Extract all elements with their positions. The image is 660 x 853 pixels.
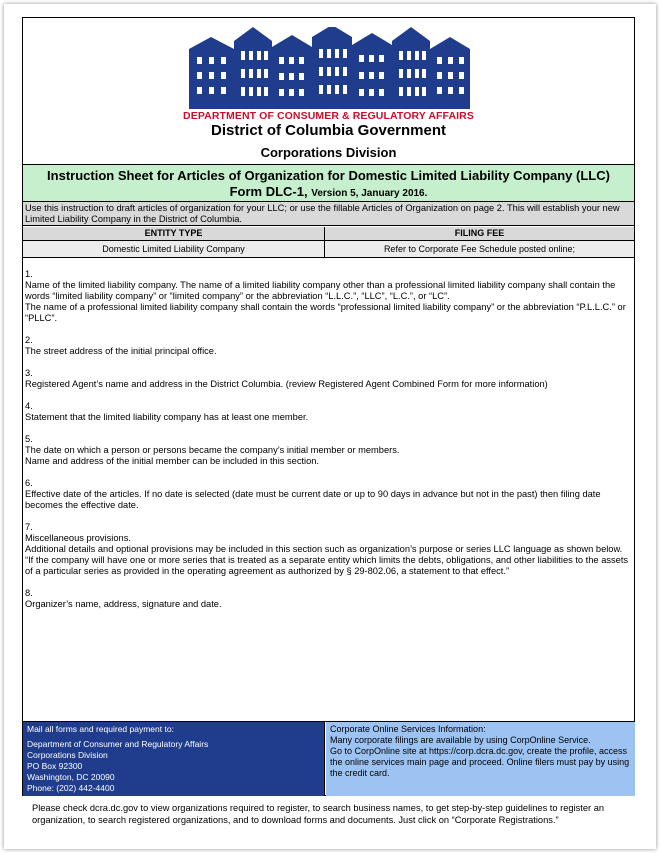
item-number: 1. bbox=[25, 269, 33, 279]
instruction-item bbox=[25, 269, 633, 324]
division-title: Corporations Division bbox=[260, 145, 397, 160]
contact-section bbox=[23, 721, 634, 796]
item-number: 8. bbox=[25, 588, 33, 598]
logo-text: DEPARTMENT OF CONSUMER & REGULATORY AFFAIRS bbox=[183, 110, 474, 122]
instruction-item bbox=[25, 588, 633, 610]
item-number: 6. bbox=[25, 478, 33, 488]
item-text: Name of the limited liability company. The name of a limited liability company other than a professional limited liability company shall contain the words “limited liability company” or “limited company” or the abbreviation “L.L.C.”, “LLC”, “L.C.”, or “LC”. bbox=[25, 280, 616, 301]
item-number: 2. bbox=[25, 335, 33, 345]
mail-box bbox=[23, 722, 325, 796]
fee-table-header bbox=[23, 227, 634, 241]
form-version: Version 5, January 2016. bbox=[311, 188, 428, 199]
item-text: Registered Agent’s name and address in the District Columbia. (review Registered Agent Combined Form for more information) bbox=[25, 379, 548, 389]
corp-online-line: Go to CorpOnline site at https://corp.dcra.dc.gov, create the profile, access the online services main page and proceed. Online filers must pay by using the credit card. bbox=[330, 746, 630, 778]
instruction-list bbox=[25, 269, 633, 621]
entity-type-value: Domestic Limited Liability Company bbox=[23, 241, 325, 257]
entity-type-header: ENTITY TYPE bbox=[23, 227, 325, 240]
item-text: The date on which a person or persons became the company’s initial member or members. bbox=[25, 445, 400, 455]
government-title: District of Columbia Government bbox=[210, 122, 447, 139]
instruction-item bbox=[25, 434, 633, 467]
mail-line: Corporations Division bbox=[27, 750, 108, 760]
item-number: 4. bbox=[25, 401, 33, 411]
filing-fee-value: Refer to Corporate Fee Schedule posted online; bbox=[383, 244, 576, 254]
item-text: Effective date of the articles. If no date is selected (date must be current date or up to 90 days in advance but not in the past) then filing date becomes the effective date. bbox=[25, 489, 601, 510]
filing-fee-header: FILING FEE bbox=[454, 228, 505, 238]
footnote: Please check dcra.dc.gov to view organizations required to register, to search business names, to get step-by-step guidelines to register an organization, to search registered organizations, and to download forms and documents. Just click on “Corporate Registrations.” bbox=[32, 803, 605, 825]
item-text: Miscellaneous provisions. bbox=[25, 533, 131, 543]
item-text: Statement that the limited liability company has at least one member. bbox=[25, 412, 309, 422]
item-number: 7. bbox=[25, 522, 33, 532]
intro-text: Use this instruction to draft articles of organization for your LLC; or use the fillable Articles of Organization on page 2. This will establish your new Limited Liability Company in the District of Columbia. bbox=[23, 202, 634, 226]
mail-line: Washington, DC 20090 bbox=[27, 772, 115, 782]
item-text: Additional details and optional provisions may be included in this section such as organization’s purpose or series LLC language as shown below. bbox=[25, 544, 623, 554]
instruction-item bbox=[25, 522, 633, 577]
form-title bbox=[23, 184, 634, 199]
item-number: 5. bbox=[25, 434, 33, 444]
fee-table-row bbox=[23, 241, 634, 258]
instruction-title: Instruction Sheet for Articles of Organization for Domestic Limited Liability Company (LLC) bbox=[47, 168, 610, 183]
corp-online-box bbox=[326, 722, 635, 796]
corp-online-heading: Corporate Online Services Information: bbox=[330, 724, 486, 734]
instruction-item bbox=[25, 368, 633, 390]
instruction-item bbox=[25, 335, 633, 357]
item-text: The street address of the initial principal office. bbox=[25, 346, 217, 356]
item-number: 3. bbox=[25, 368, 33, 378]
instruction-item bbox=[25, 478, 633, 511]
header bbox=[23, 18, 634, 165]
mail-line: Department of Consumer and Regulatory Affairs bbox=[27, 739, 209, 749]
mail-line: PO Box 92300 bbox=[27, 761, 83, 771]
item-text: Organizer’s name, address, signature and date. bbox=[25, 599, 222, 609]
mail-heading: Mail all forms and required payment to: bbox=[27, 724, 174, 734]
item-text: “If the company will have one or more series that is treated as a separate entity which limits the debts, obligations, and other liabilities to the assets of a particular series as provided in the operating agreement as authorized by § 29-802.06, a statement to that effect.” bbox=[25, 555, 629, 576]
corp-online-line: Many corporate filings are available by using CorpOnline Service. bbox=[330, 735, 591, 745]
item-text: Name and address of the initial member can be included in this section. bbox=[25, 456, 320, 466]
instruction-item bbox=[25, 401, 633, 423]
form-frame bbox=[22, 17, 635, 796]
building-logo-icon bbox=[189, 27, 470, 109]
mail-line: Phone: (202) 442-4400 bbox=[27, 783, 115, 793]
item-text: The name of a professional limited liability company shall contain the words “professional limited liability company” or the abbreviation “P.L.L.C.” or “PLLC”. bbox=[25, 302, 626, 323]
title-banner bbox=[23, 165, 634, 202]
form-number: Form DLC-1, bbox=[229, 184, 308, 199]
